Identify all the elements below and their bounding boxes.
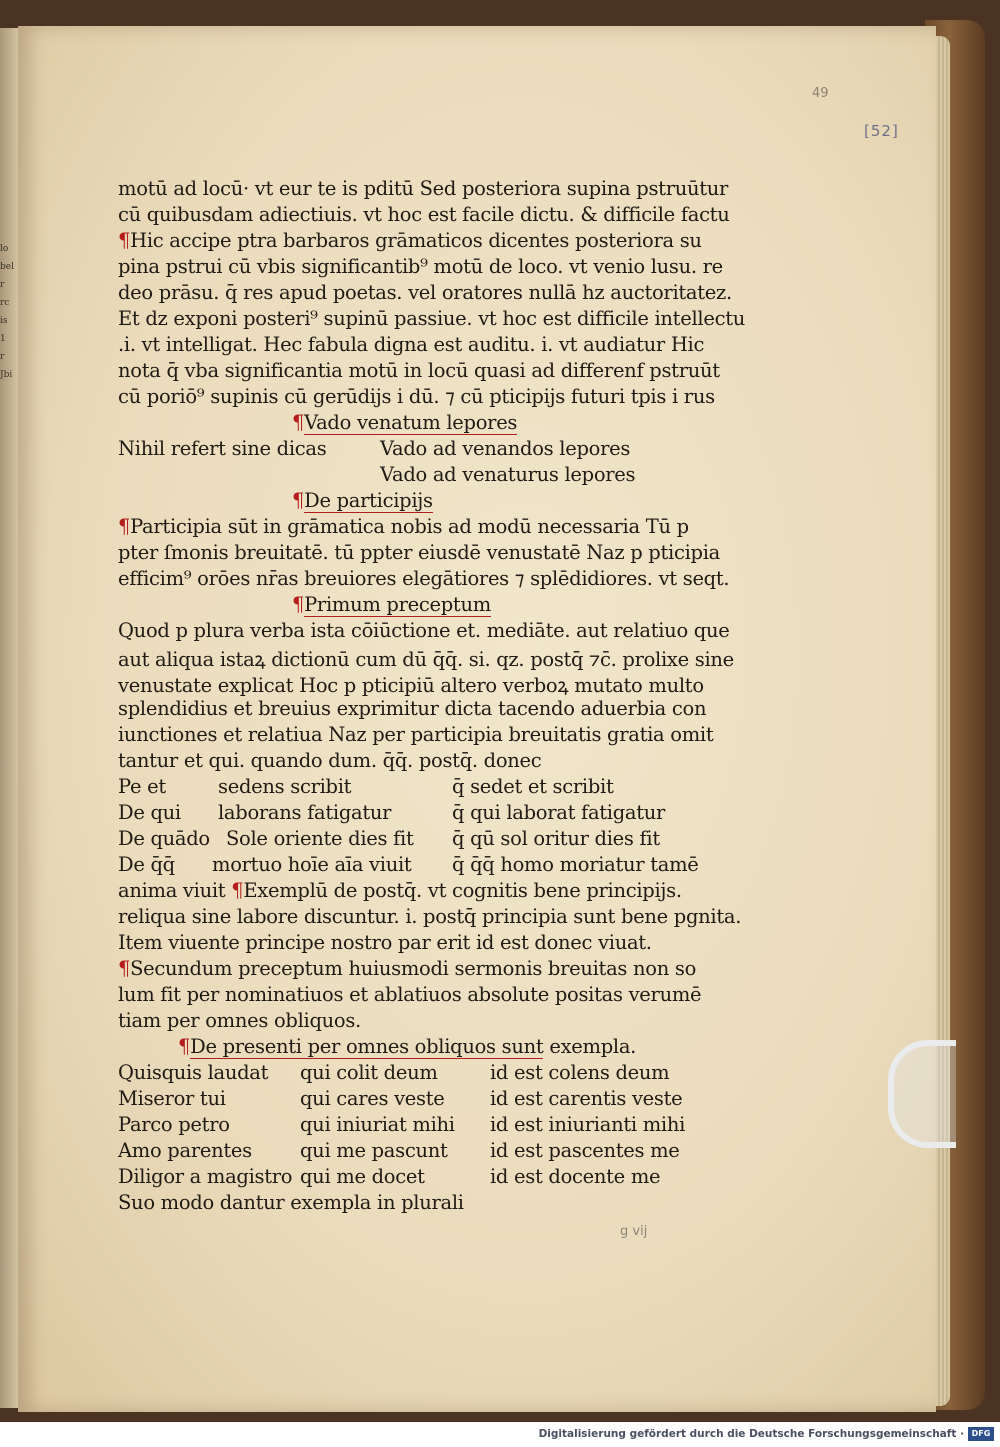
folio-number: 49 xyxy=(812,86,829,101)
text-line: pina pstrui cū vbis significantib⁹ motū de loco. vt venio lusu. re xyxy=(118,255,723,278)
paragraph-mark: ¶ xyxy=(118,515,131,538)
table-cell: mortuo hoīe aīa viuit xyxy=(212,853,412,876)
table-cell: id est colens deum xyxy=(490,1061,670,1084)
footer-bar xyxy=(0,1422,1000,1447)
shelfmark: [52] xyxy=(864,122,899,140)
table-cell: q̄ qui laborat fatigatur xyxy=(452,801,666,824)
table-cell: qui iniuriat mihi xyxy=(300,1113,455,1136)
rubric-heading: ¶Primum preceptum xyxy=(292,593,491,616)
text-line: splendidius et breuius exprimitur dicta tacendo aduerbia con xyxy=(118,697,707,720)
text-line: ¶Secundum preceptum huiusmodi sermonis breuitas non so xyxy=(118,957,697,980)
rubric-heading: ¶De presenti per omnes obliquos sunt exempla. xyxy=(178,1035,637,1058)
text-line: Item viuente principe nostro par erit id est donec viuat. xyxy=(118,931,652,954)
text-line: Suo modo dantur exempla in plurali xyxy=(118,1191,464,1214)
paragraph-mark: ¶ xyxy=(118,229,131,252)
table-cell: qui colit deum xyxy=(300,1061,438,1084)
funding-credit: Digitalisierung gefördert durch die Deutsche Forschungsgemeinschaft · xyxy=(538,1428,964,1440)
paragraph-mark: ¶ xyxy=(178,1035,191,1058)
text-line: motū ad locū· vt eur te is pditū Sed posteriora supina pstruūtur xyxy=(118,177,729,200)
table-cell: id est carentis veste xyxy=(490,1087,683,1110)
rubric-heading: ¶De participijs xyxy=(292,489,433,512)
table-cell: id est docente me xyxy=(490,1165,661,1188)
text-line: pter ſmonis breuitatē. tū ppter eiusdē venustatē Naz p pticipia xyxy=(118,541,720,564)
text-line: ¶Participia sūt in grāmatica nobis ad modū necessaria Tū p xyxy=(118,515,689,538)
table-cell: De q̄q̄ xyxy=(118,853,175,876)
table-cell: laborans fatigatur xyxy=(218,801,392,824)
table-cell: Miseror tui xyxy=(118,1087,226,1110)
text-line: ¶Hic accipe ptra barbaros grāmaticos dicentes posteriora su xyxy=(118,229,702,252)
facing-page-fragment: lo bel r rc is 1 r Jbi xyxy=(0,244,14,380)
table-cell: De qui xyxy=(118,801,181,824)
dfg-logo: DFG xyxy=(968,1427,994,1441)
text-line: cū poriō⁹ supinis cū gerūdijs i dū. ⁊ cū pticipijs futuri tpis i rus xyxy=(118,385,715,408)
table-cell: Pe et xyxy=(118,775,166,798)
paragraph-mark: ¶ xyxy=(292,489,305,512)
table-cell: q̄ qū sol oritur dies fit xyxy=(452,827,660,850)
table-cell: sedens scribit xyxy=(218,775,352,798)
paper-clip xyxy=(888,1040,956,1148)
table-cell: qui cares veste xyxy=(300,1087,445,1110)
text-line: reliqua sine labore discuntur. i. postq̄ principia sunt bene pgnita. xyxy=(118,905,742,928)
text-line: anima viuit ¶Exemplū de postq̄. vt cognitis bene principijs. xyxy=(118,879,682,902)
table-cell: id est pascentes me xyxy=(490,1139,680,1162)
table-cell: qui me pascunt xyxy=(300,1139,448,1162)
text-line: deo prāsu. q̄ res apud poetas. vel oratores nullā hz auctoritatez. xyxy=(118,281,732,304)
text-line: Et dz exponi posteri⁹ supinū passiue. vt hoc est difficile intellectu xyxy=(118,307,745,330)
text-line: cū quibusdam adiectiuis. vt hoc est facile dictu. & difficile factu xyxy=(118,203,730,226)
table-cell: q̄ q̄q̄ homo moriatur tamē xyxy=(452,853,699,876)
paragraph-mark: ¶ xyxy=(118,957,131,980)
paragraph-mark: ¶ xyxy=(292,593,305,616)
table-cell: Quisquis laudat xyxy=(118,1061,269,1084)
table-cell: id est iniurianti mihi xyxy=(490,1113,686,1136)
text-line: Nihil refert sine dicas xyxy=(118,437,327,460)
text-line: nota q̄ vba significantia motū in locū quasi ad differenf pstruūt xyxy=(118,359,720,382)
text-line: iunctiones et relatiua Naz per participia breuitatis gratia omit xyxy=(118,723,714,746)
rubric-heading: ¶Vado venatum lepores xyxy=(292,411,518,434)
paragraph-mark: ¶ xyxy=(231,879,244,902)
text-line: aut aliqua istaꝝ dictionū cum dū q̄q̄. si. qz. postq̄ ⁊c̄. prolixe sine xyxy=(118,648,734,671)
paragraph-mark: ¶ xyxy=(292,411,305,434)
text-line: Quod p plura verba ista cōiūctione et. mediāte. aut relatiuo que xyxy=(118,619,730,642)
signature-mark: g vij xyxy=(620,1224,648,1239)
text-line: .i. vt intelligat. Hec fabula digna est auditu. i. vt audiatur Hic xyxy=(118,333,705,356)
text-line: efficim⁹ orōes nr̄as breuiores elegātiores ⁊ splēdidiores. vt seqt. xyxy=(118,567,730,590)
text-line: tiam per omnes obliquos. xyxy=(118,1009,361,1032)
text-line: venustate explicat Hoc p pticipiū altero verboꝝ mutato multo xyxy=(118,674,704,697)
table-cell: qui me docet xyxy=(300,1165,425,1188)
text-line: tantur et qui. quando dum. q̄q̄. postq̄. donec xyxy=(118,749,542,772)
table-cell: q̄ sedet et scribit xyxy=(452,775,614,798)
table-cell: Diligor a magistro xyxy=(118,1165,293,1188)
table-cell: Parco petro xyxy=(118,1113,230,1136)
table-cell: De quādo xyxy=(118,827,210,850)
text-line: lum fit per nominatiuos et ablatiuos absolute positas verumē xyxy=(118,983,702,1006)
table-cell: Sole oriente dies fit xyxy=(226,827,414,850)
text-line: Vado ad venandos lepores xyxy=(380,437,631,460)
text-line: Vado ad venaturus lepores xyxy=(380,463,636,486)
table-cell: Amo parentes xyxy=(118,1139,252,1162)
